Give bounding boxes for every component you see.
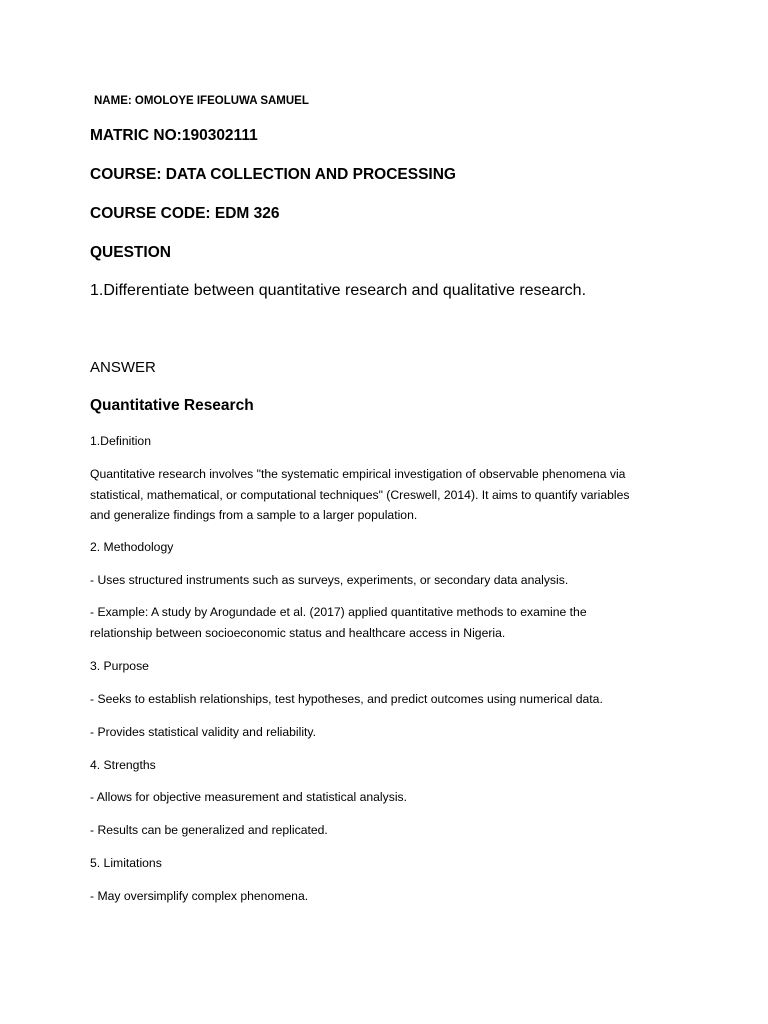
limitations-item: - May oversimplify complex phenomena. [90,889,309,903]
question-heading: QUESTION [90,244,171,261]
strengths-item: - Allows for objective measurement and statistical analysis. [90,790,408,804]
section-title: Quantitative Research [90,397,254,414]
paragraph-line: - Example: A study by Arogundade et al. (2017) applied quantitative methods to examine the [90,605,587,619]
course-code: COURSE CODE: EDM 326 [90,205,280,222]
question-text: 1.Differentiate between quantitative research and qualitative research. [90,282,587,299]
paragraph-line: Quantitative research involves "the systematic empirical investigation of observable phenomena via [90,467,626,481]
matric-number: MATRIC NO:190302111 [90,127,258,144]
limitations-heading: 5. Limitations [90,856,162,870]
course-title: COURSE: DATA COLLECTION AND PROCESSING [90,166,456,183]
strengths-heading: 4. Strengths [90,758,156,772]
strengths-item: - Results can be generalized and replicated. [90,823,328,837]
definition-heading: 1.Definition [90,434,151,448]
paragraph-line: and generalize findings from a sample to a larger population. [90,508,418,522]
methodology-item: - Uses structured instruments such as surveys, experiments, or secondary data analysis. [90,573,569,587]
methodology-example [90,602,690,643]
purpose-item: - Provides statistical validity and reliability. [90,725,317,739]
answer-heading: ANSWER [90,359,156,376]
paragraph-line: relationship between socioeconomic status and healthcare access in Nigeria. [90,625,506,640]
definition-paragraph [90,464,690,526]
student-name: NAME: OMOLOYE IFEOLUWA SAMUEL [94,95,309,107]
purpose-heading: 3. Purpose [90,659,149,673]
purpose-item: - Seeks to establish relationships, test hypotheses, and predict outcomes using numerical data. [90,692,603,706]
paragraph-line: statistical, mathematical, or computational techniques" (Creswell, 2014). It aims to quantify variables [90,487,630,502]
methodology-heading: 2. Methodology [90,540,174,554]
